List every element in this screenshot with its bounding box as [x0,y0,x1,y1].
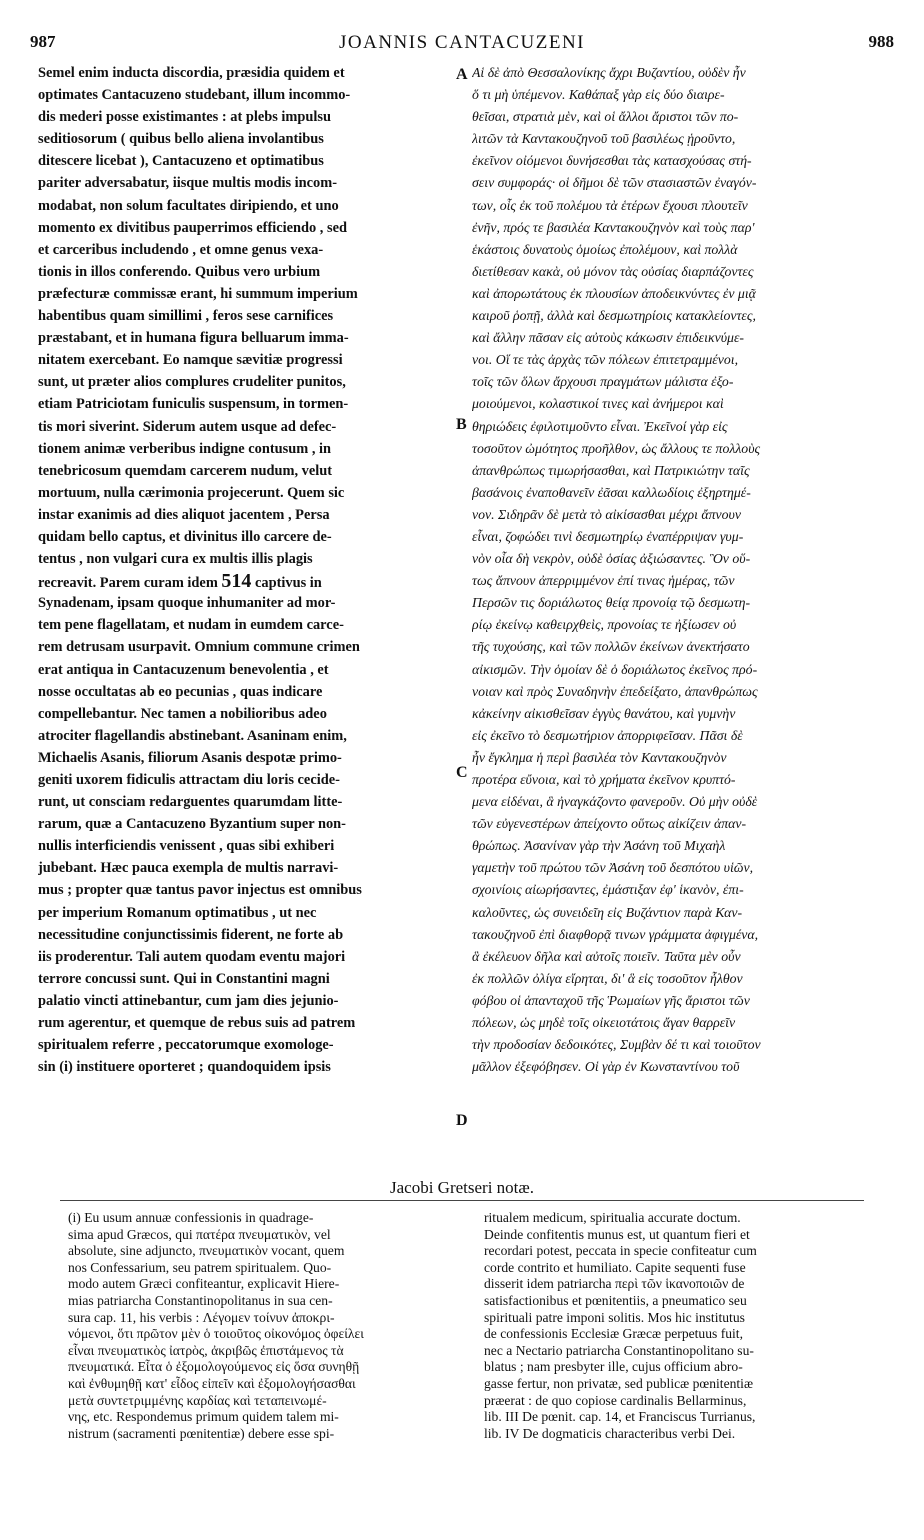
latin-text-line: sunt, ut præter alios complures crudeliter punitos, [38,374,346,391]
margin-letter-d: D [456,1112,468,1129]
note-text-line: (i) Eu usum annuæ confessionis in quadrage- [68,1210,314,1225]
page-title: JOANNIS CANTACUZENI [339,32,585,53]
page-number-left: 987 [30,32,56,51]
latin-column [38,62,458,1078]
note-text-line: gasse fertur, non privatæ, sed publicæ pœnitentiæ [484,1375,754,1391]
latin-text-line: tionem animæ verberibus indigne contusum , in [38,440,332,457]
greek-text-line: μοιούμενοι, κολαστικοί τινες καὶ ἀνήμεροι καὶ [472,396,724,412]
greek-text-line: ὅ τι μὴ ὑπέμενον. Καθάπαξ γὰρ εἰς δύο διαιρε- [472,87,725,103]
latin-text-line: tentus , non vulgari cura ex multis illis plagis [38,551,313,568]
latin-text-line: Semel enim inducta discordia, præsidia quidem et [38,65,345,81]
latin-text-line: mortuum, nulla cærimonia projecerunt. Quem sic [38,484,345,501]
latin-text-line: seditiosorum ( quibus bello aliena involantibus [38,131,324,148]
margin-letter-b: B [456,416,467,433]
notes-right-column [484,1210,886,1442]
latin-text-line: etiam Patriciotam funiculis suspensum, in tormen- [38,396,349,413]
note-text-line: præerat : de quo copiose cardinalis Bellarminus, [484,1392,747,1408]
running-header [30,32,894,58]
greek-text-line: τακουζηνοῦ ἐπὶ διαφθορᾷ τινων γράμματα ἀφιγμένα, [472,926,759,942]
note-text-line: πνευματικά. Εἶτα ὁ ἐξομολογούμενος εἰς ὅσα συνηθῇ [68,1359,360,1375]
note-text-line: spirituali patre imponi solitis. Mos hic institutus [484,1309,745,1325]
latin-text-line: ditescere licebat ), Cantacuzeno et optimatibus [38,153,324,170]
greek-text-line: νοι. Οἵ τε τὰς ἀρχὰς τῶν πόλεων ἐπιτετραμμένοι, [472,352,739,368]
notes-rule [60,1200,864,1201]
latin-text-line: spiritualem referre , peccatorumque exomologe- [38,1037,334,1054]
greek-text-line: θηριώδεις ἐφιλοτιμοῦντο εἶναι. Ἐκεῖνοί γὰρ εἰς [472,418,728,434]
greek-text-line: προτέρα εὔνοια, καὶ τὸ χρήματα ἐκεῖνον κρυπτό- [472,772,736,787]
note-text-line: nistrum (sacramenti pœnitentiæ) debere esse spi- [68,1425,335,1441]
latin-text-line: erat antiqua in Cantacuzenum benevolentia , et [38,661,329,678]
latin-text-line: tem pene flagellatam, et nudam in eumdem carce- [38,617,344,634]
greek-text-line: θρώπως. Ἀσανίναν γὰρ τὴν Ἀσάνη τοῦ Μιχαὴλ [472,838,726,854]
latin-text-line: præfecturæ commissæ erant, hi summum imperium [38,285,358,302]
greek-text-line: εἰς ἐκεῖνο τὸ δεσμωτήριον ἀπορριφεῖσαν. Πᾶσι δὲ [472,727,743,743]
latin-text-line: nosse occultatas ab eo pecunias , quas indicare [38,683,323,700]
greek-text-line: κἀκείνην αἰκισθεῖσαν ἐγγὺς θανάτου, καὶ γυμνὴν [472,705,736,721]
greek-text-line: πόλεων, ὡς μηδὲ τοῖς οἰκειοτάτοις ἄγαν θαρρεῖν [472,1015,736,1031]
latin-text-line: runt, ut consciam redarguentes quarumdam litte- [38,794,343,811]
greek-text-line: θεῖσαι, στρατιὰ μὲν, καὶ οἱ ἄλλοι ἄριστοι τῶν πο- [472,109,739,125]
latin-text-line: compellebantur. Nec tamen a nobilioribus adeo [38,705,327,722]
margin-letter-c: C [456,764,468,781]
latin-text-line: optimates Cantacuzeno studebant, illum incommo- [38,87,351,104]
greek-text-line: ρίῳ ἐκείνῳ καθειρχθεὶς, προνοίας τε ἠξίωσεν οὐ [472,617,737,633]
latin-text-line: modabat, non solum facultates diripiendo, et uno [38,197,339,214]
greek-text-line: ἐνῆν, πρός τε βασιλέα Καντακουζηνὸν καὶ τοὺς παρ' [472,219,755,235]
greek-text-line: λιτῶν τὰ Καντακουζηνοῦ τοῦ βασιλέως ᾑροῦντο, [472,131,736,147]
note-text-line: satisfactionibus et pœnitentiis, a pneumatico seu [484,1292,747,1308]
note-text-line: ritualem medicum, spiritualia accurate doctum. [484,1210,741,1225]
latin-text-line: geniti uxorem fidiculis attractam diu loris cecide- [38,772,340,788]
latin-text-line: et carceribus includendo , et omne genus vexa- [38,241,324,258]
greek-text-line: τοῖς τῶν ὅλων ἄρχουσι πραγμάτων μάλιστα ἐξο- [472,374,734,390]
greek-text-line: μενα εἰδέναι, ἃ ἠναγκάζοντο φανεροῦν. Οὐ μὴν οὐδὲ [472,794,758,810]
margin-letter-a: A [456,66,468,83]
greek-text-line: των, οἷς ἐκ τοῦ πολέμου τὰ ἑτέρων ἔχουσι πλουτεῖν [472,197,748,213]
latin-text-line: sin (i) instituere oporteret ; quandoquidem ipsis [38,1059,331,1076]
greek-text-line: νον. Σιδηρᾶν δὲ μετὰ τὸ αἰκίσασθαι μέχρι ἄπνουν [472,506,741,522]
latin-text-line: momento ex divitibus pauperrimos efficiendo , sed [38,219,347,236]
note-text-line: recordari potest, peccata in specie confiteatur cum [484,1243,757,1259]
notes-title: Jacobi Gretseri notæ. [390,1178,534,1197]
latin-text-line: nullis interficiendis venissent , quas sibi exhiberi [38,838,335,855]
latin-text-line: rum agerentur, et quemque de rebus suis ad patrem [38,1015,356,1032]
note-text-line: νης, etc. Respondemus primum quidem talem mi- [68,1409,339,1425]
greek-text-line: σειν συμφοράς· οἱ δῆμοι δὲ τῶν στασιαστῶν ἐναγόν- [472,175,757,191]
greek-text-line: ἑκάστοις δυνατοὺς ὁμοίως ἐπολέμουν, καὶ πολλὰ [472,241,738,257]
latin-text-line: rem detrusam usurpavit. Omnium commune crimen [38,639,360,656]
note-text-line: καὶ ἐνθυμηθῇ κατ' εἶδος εἰπεῖν καὶ ἐξομολογήσασθαι [68,1375,356,1391]
greek-text-line: τὴν προδοσίαν δεδοικότες, Συμβὰν δέ τι καὶ τοιοῦτον [472,1037,761,1053]
latin-text-line: tis mori siverint. Siderum autem usque ad defec- [38,418,337,435]
latin-text-line: necessitudine conjunctissimis fiderent, ne forte ab [38,926,344,943]
note-text-line: μετὰ συντετριμμένης καρδίας καὶ τεταπεινωμέ- [68,1392,327,1408]
greek-text-line: καλοῦντες, ὡς συνειδεῖη εἰς Βυζάντιον παρὰ Καν- [472,904,743,920]
latin-text-line: Michaelis Asanis, filiorum Asanis despotæ primo- [38,749,342,766]
note-text-line: nos Confessarium, seu patrem spiritualem. Quo- [68,1259,332,1275]
note-text-line: de confessionis Ecclesiæ Græcæ perpetuus fuit, [484,1326,743,1342]
inner-page-number: 514 [221,570,252,593]
latin-text-line: habentibus quam simillimi , feros sese carnifices [38,308,334,325]
greek-text-line: τῆς τυχούσης, καὶ τῶν πολλῶν ἐκείνων ἀνεκτήσατο [472,639,750,655]
greek-text-line: μᾶλλον ἐξεφόβησεν. Οἱ γὰρ ἐν Κωνσταντίνου τοῦ [472,1059,740,1075]
note-text-line: disserit idem patriarcha περὶ τῶν ἱκανοποιῶν de [484,1276,745,1292]
note-text-line: blatus ; nam presbyter ille, cujus officium abro- [484,1359,743,1375]
greek-text-line: ἐκεῖνον οἰόμενοι δυνήσεσθαι τὰς κατασχούσας στή- [472,153,752,169]
latin-text-line: dis mederi posse existimantes : at plebs impulsu [38,109,332,126]
note-text-line: corde contrito et humiliato. Capite sequenti fuse [484,1259,746,1275]
note-text-line: modo autem Græci confiteantur, explicavit Hiere- [68,1276,340,1292]
latin-text-line: atrociter flagellandis abstinebant. Asaninam enim, [38,727,347,744]
latin-text-line: per imperium Romanum optimatibus , ut nec [38,904,317,921]
greek-text-line: καὶ ἀπορωτάτους ἐκ πλουσίων ἀποδεικνύντες ἐν μιᾷ [472,285,756,301]
greek-text-line: Αἱ δὲ ἀπὸ Θεσσαλονίκης ἄχρι Βυζαντίου, οὐδὲν ἦν [472,65,746,80]
latin-text-line: jubebant. Hæc pauca exempla de multis narravi- [38,860,339,877]
latin-text-line: iis proderentur. Tali autem quodam eventu majori [38,948,346,965]
latin-text-line: terrore concussi sunt. Qui in Constantini magni [38,970,330,987]
greek-text-line: ἃ ἐκέλευον δῆλα καὶ αὐτοῖς ποιεῖν. Ταῦτα μὲν οὖν [472,948,741,964]
greek-text-line: καιροῦ ῥοπῇ, ἀλλὰ καὶ δεσμωτηρίοις κατακλείοντες, [472,308,756,324]
latin-text-line: præstabant, et in humana figura belluarum imma- [38,330,349,347]
note-text-line: εἶναι πνευματικὸς ἰατρὸς, ἀκριβῶς ἐπιστάμενος τὰ [68,1342,344,1358]
latin-text-line: instar exanimis ad dies aliquot jacentem , Persa [38,506,330,523]
latin-text-line: palatio vincti attinebantur, cum jam dies jejunio- [38,992,339,1009]
note-text-line: sura cap. 11, his verbis : Λέγομεν τοίνυν ἀποκρι- [68,1309,335,1325]
greek-text-line: ἦν ἔγκλημα ἡ περὶ βασιλέα τὸν Καντακουζηνὸν [472,749,727,765]
page-number-right: 988 [868,32,894,51]
latin-text-line: quidam bello captus, et divinitus illo carcere de- [38,528,332,545]
greek-text-line: σχοινίοις αἰωρήσαντες, ἐμάστιξαν ἐφ' ἱκανὸν, ἐπι- [472,882,744,898]
greek-text-line: βασάνοις ἐναποθανεῖν ἐᾶσαι καλλωδίοις ἐξηρτημέ- [472,484,751,500]
latin-text-line: rarum, quæ a Cantacuzeno Byzantium super non- [38,816,346,833]
latin-text-line: recreavit. Parem curam idem 514 captivus in [38,570,322,593]
greek-text-line: καὶ ἄλλην πᾶσαν εἰς αὐτοὺς κάκωσιν ἐπιδεικνύμε- [472,330,744,346]
greek-text-line: ἐκ πολλῶν ὀλίγα εἴρηται, δι' ἃ εἰς τοσοῦτον ἦλθον [472,970,743,986]
notes-left-column [68,1210,460,1442]
greek-text-line: Περσῶν τις δοριάλωτος θείᾳ προνοίᾳ τῷ δεσμωτη- [472,595,751,611]
greek-column [472,62,890,1078]
greek-text-line: τῶν εὐγενεστέρων ἀπείχοντο οὕτως αἰκίζειν ἀπαν- [472,816,747,832]
greek-text-line: διετίθεσαν κακὰ, οὐ μόνον τὰς οὐσίας διαρπάζοντες [472,263,754,279]
greek-text-line: τοσοῦτον ὠμότητος προῆλθον, ὡς ἄλλους τε πολλοὺς [472,440,761,456]
note-text-line: mias patriarcha Constantinopolitanus in sua cen- [68,1292,333,1308]
latin-text-line: mus ; propter quæ tantus pavor injectus est omnibus [38,882,362,899]
greek-text-line: γαμετὴν τοῦ πρώτου τῶν Ἀσάνη τοῦ δεσπότου υἱῶν, [472,860,754,876]
greek-text-line: ἀπανθρώπως τιμωρήσασθαι, καὶ Πατρικιώτην ταῖς [472,462,750,478]
note-text-line: νόμενοι, ὅτι πρῶτον μὲν ὁ τοιοῦτος οἰκονόμος ὀφείλει [68,1326,364,1342]
latin-text-line: Synadenam, ipsam quoque inhumaniter ad mor- [38,595,336,612]
latin-text-line: pariter adversabatur, iisque multis modis incom- [38,175,338,192]
note-text-line: lib. IV De dogmaticis characteribus verbi Dei. [484,1425,736,1441]
note-text-line: absolute, sine adjuncto, πνευματικὸν vocant, quem [68,1243,345,1259]
greek-text-line: αἰκισμῶν. Τὴν ὁμοίαν δὲ ὁ δοριάλωτος ἐκεῖνος πρό- [472,661,758,677]
greek-text-line: νοιαν καὶ πρὸς Συναδηνὴν ἐπεδείξατο, ἀπανθρώπως [472,683,758,699]
greek-text-line: τως ἄπνουν ἀπερριμμένον ἐπί τινας ἡμέρας, τῶν [472,573,735,589]
latin-text-line: tionis in illos conferendo. Quibus vero urbium [38,263,321,280]
latin-text-line: tenebricosum quemdam carcerem nudum, velut [38,462,333,479]
latin-text-line: nitatem exercebant. Eo namque sævitiæ progressi [38,352,343,369]
note-text-line: sima apud Græcos, qui πατέρα πνευματικὸν, vel [68,1226,331,1242]
note-text-line: nec a Nectario patriarcha Constantinopolitano su- [484,1342,754,1358]
greek-text-line: φόβου οἱ ἁπανταχοῦ τῆς Ῥωμαίων γῆς ἄριστοι τῶν [472,992,750,1008]
greek-text-line: νὸν οἷα δὴ νεκρὸν, οὐδὲ ὁσίας ἀξιώσαντες. Ὃν οὕ- [472,551,751,567]
note-text-line: Deinde confitentis munus est, ut quantum fieri et [484,1226,750,1242]
note-text-line: lib. III De pœnit. cap. 14, et Franciscus Turrianus, [484,1409,756,1425]
greek-text-line: εἶναι, ζοφώδει τινὶ δεσμωτηρίῳ ἐναπέρριψαν γυμ- [472,528,744,544]
